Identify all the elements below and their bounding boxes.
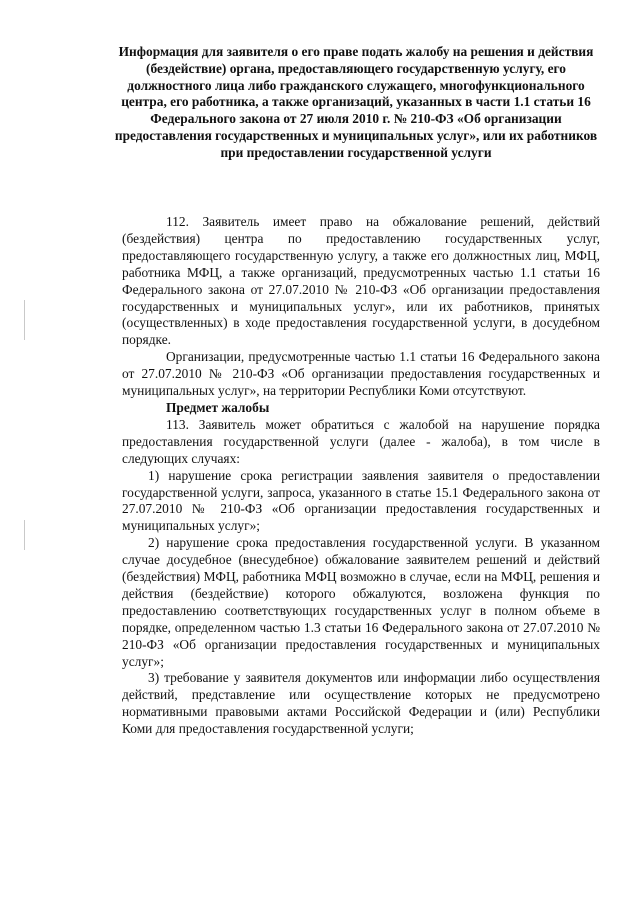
paragraph-113: 113. Заявитель может обратиться с жалобой на нарушение порядка предоставления государственной услуги (далее - жалоба), в том числе в следующих случаях: xyxy=(122,416,600,466)
document-body xyxy=(122,214,600,738)
document-title: Информация для заявителя о его праве подать жалобу на решения и действия (бездействие) органа, предоставляющего государственную услугу, его должностного лица либо гражданского служащего, многофункционального центра, его работника, а также организаций, указанных в части 1.1 статьи 16 Федерального закона от 27 июля 2010 г. № 210-ФЗ «Об организации предоставления государственных и муниципальных услуг», или их работников при предоставлении государственной услуги xyxy=(114,44,598,160)
section-heading: Предмет жалобы xyxy=(166,399,270,415)
paragraph-organizations: Организации, предусмотренные частью 1.1 статьи 16 Федерального закона от 27.07.2010 № 210-ФЗ «Об организации предоставления государственных и муниципальных услуг», на территории Республики Коми отсутствуют. xyxy=(122,349,600,399)
list-item: 3) требование у заявителя документов или информации либо осуществления действий, представление или осуществление которых не предусмотрено нормативными правовыми актами Российской Федерации и (или) Республики Коми для предоставления государственной услуги; xyxy=(122,670,600,737)
scan-margin-line xyxy=(24,520,25,550)
paragraph-112: 112. Заявитель имеет право на обжалование решений, действий (бездействия) центра по предоставлению государственных услуг, предоставляющего государственную услугу, а также его должностных лиц, МФЦ, работника МФЦ, а также организаций, предусмотренных частью 1.1 статьи 16 Федерального закона от 27.07.2010 № 210-ФЗ «Об организации предоставления государственных и муниципальных услуг», или их работников, принятых (осуществленных) в ходе предоставления государственной услуги, в досудебном порядке. xyxy=(122,214,600,348)
list-item: 1) нарушение срока регистрации заявления заявителя о предоставлении государственной услуги, запроса, указанного в статье 15.1 Федерального закона от 27.07.2010 № 210-ФЗ «Об организации предоставления государственных и муниципальных услуг»; xyxy=(122,467,600,534)
scan-margin-line xyxy=(24,300,25,340)
list-item: 2) нарушение срока предоставления государственной услуги. В указанном случае досудебное (внесудебное) обжалование заявителем решений и действий (бездействия) МФЦ, работника МФЦ возможно в случае, если на МФЦ, решения и действия (бездействие) которого обжалуются, возложена функция по предоставлению соответствующих государственных услуг в полном объеме в порядке, определенном частью 1.3 статьи 16 Федерального закона от 27.07.2010 № 210-ФЗ «Об организации предоставления государственных и муниципальных услуг»; xyxy=(122,535,600,669)
